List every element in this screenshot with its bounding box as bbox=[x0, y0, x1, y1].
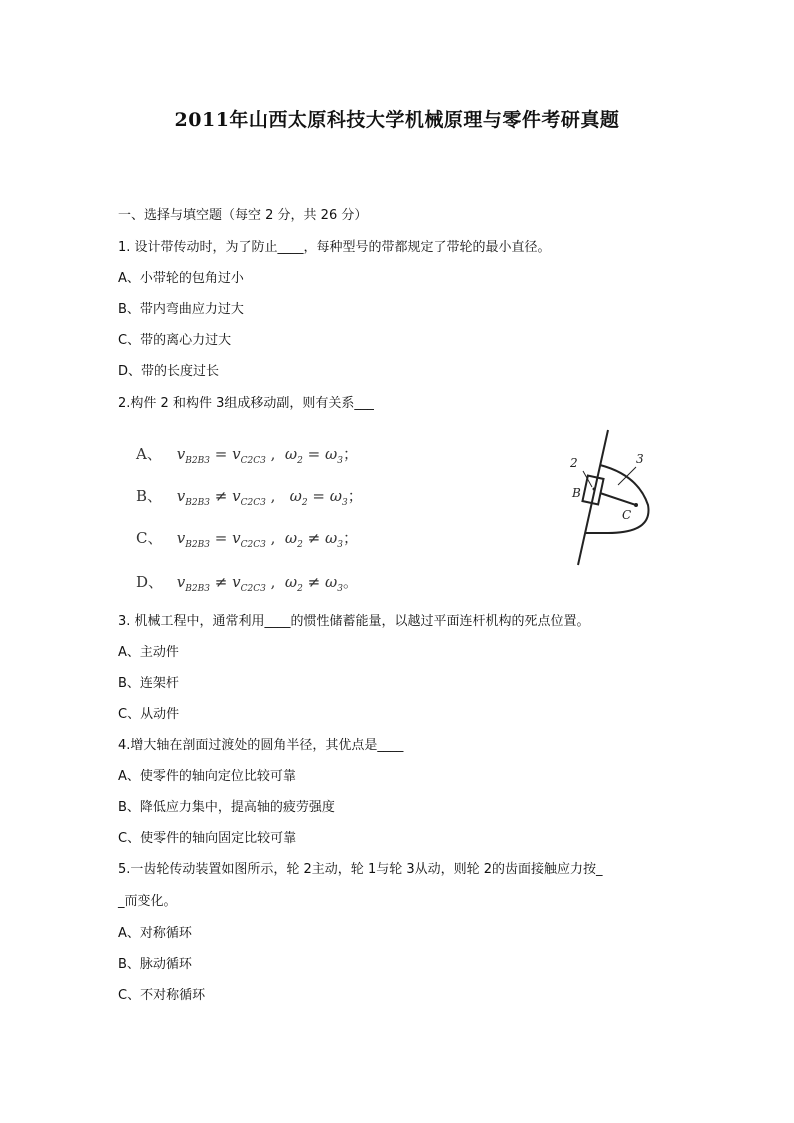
question-1-option-d: D、带的长度过长 bbox=[118, 364, 220, 379]
question-4-stem: 4.增大轴在剖面过渡处的圆角半径，其优点是____ bbox=[118, 738, 404, 753]
section-heading: 一、选择与填空题（每空 2 分，共 26 分） bbox=[118, 208, 368, 223]
question-5-option-b: B、脉动循环 bbox=[118, 957, 192, 972]
formula-option-d: D、 $v_{B2B3} \ne v_{C2C3}$ , $\omega_2 \ne \omega_3$。 bbox=[136, 573, 358, 594]
formula-option-b: B、 $v_{B2B3} \ne v_{C2C3}$ , $\omega_2 = \omega_3$； bbox=[136, 487, 363, 508]
svg-text:3: 3 bbox=[636, 452, 644, 466]
question-1-option-a: A、小带轮的包角过小 bbox=[118, 271, 244, 286]
mechanism-diagram-icon bbox=[548, 425, 678, 570]
question-1-option-c: C、带的离心力过大 bbox=[118, 333, 232, 348]
question-1-stem: 1. 设计带传动时，为了防止____，每种型号的带都规定了带轮的最小直径。 bbox=[118, 240, 551, 255]
question-3-option-b: B、连架杆 bbox=[118, 676, 179, 691]
question-4-option-b: B、降低应力集中，提高轴的疲劳强度 bbox=[118, 800, 335, 815]
question-5-option-c: C、不对称循环 bbox=[118, 988, 206, 1003]
sliding-pair-figure bbox=[548, 425, 678, 570]
question-5-stem-continued: _而变化。 bbox=[118, 894, 177, 909]
question-2-stem: 2.构件 2 和构件 3组成移动副，则有关系___ bbox=[118, 396, 374, 411]
question-5-stem: 5.一齿轮传动装置如图所示，轮 2主动，轮 1与轮 3从动，则轮 2的齿面接触应力按_ bbox=[118, 862, 603, 877]
question-5-option-a: A、对称循环 bbox=[118, 926, 192, 941]
question-1-option-b: B、带内弯曲应力过大 bbox=[118, 302, 244, 317]
page-title: 2011年山西太原科技大学机械原理与零件考研真题 bbox=[174, 109, 620, 131]
svg-text:B: B bbox=[572, 486, 581, 500]
formula-option-c: C、 $v_{B2B3} = v_{C2C3}$ , $\omega_2 \ne \omega_3$； bbox=[136, 529, 358, 550]
question-2-formula-options bbox=[130, 435, 420, 595]
question-3-stem: 3. 机械工程中，通常利用____的惯性储蓄能量，以越过平面连杆机构的死点位置。 bbox=[118, 614, 590, 629]
question-4-option-a: A、使零件的轴向定位比较可靠 bbox=[118, 769, 296, 784]
svg-text:2: 2 bbox=[570, 456, 578, 470]
question-4-option-c: C、使零件的轴向固定比较可靠 bbox=[118, 831, 297, 846]
question-3-option-c: C、从动件 bbox=[118, 707, 180, 722]
svg-text:C: C bbox=[622, 508, 632, 522]
question-3-option-a: A、主动件 bbox=[118, 645, 179, 660]
formula-option-a: A、 $v_{B2B3} = v_{C2C3}$ , $\omega_2 = \omega_3$； bbox=[136, 445, 358, 466]
